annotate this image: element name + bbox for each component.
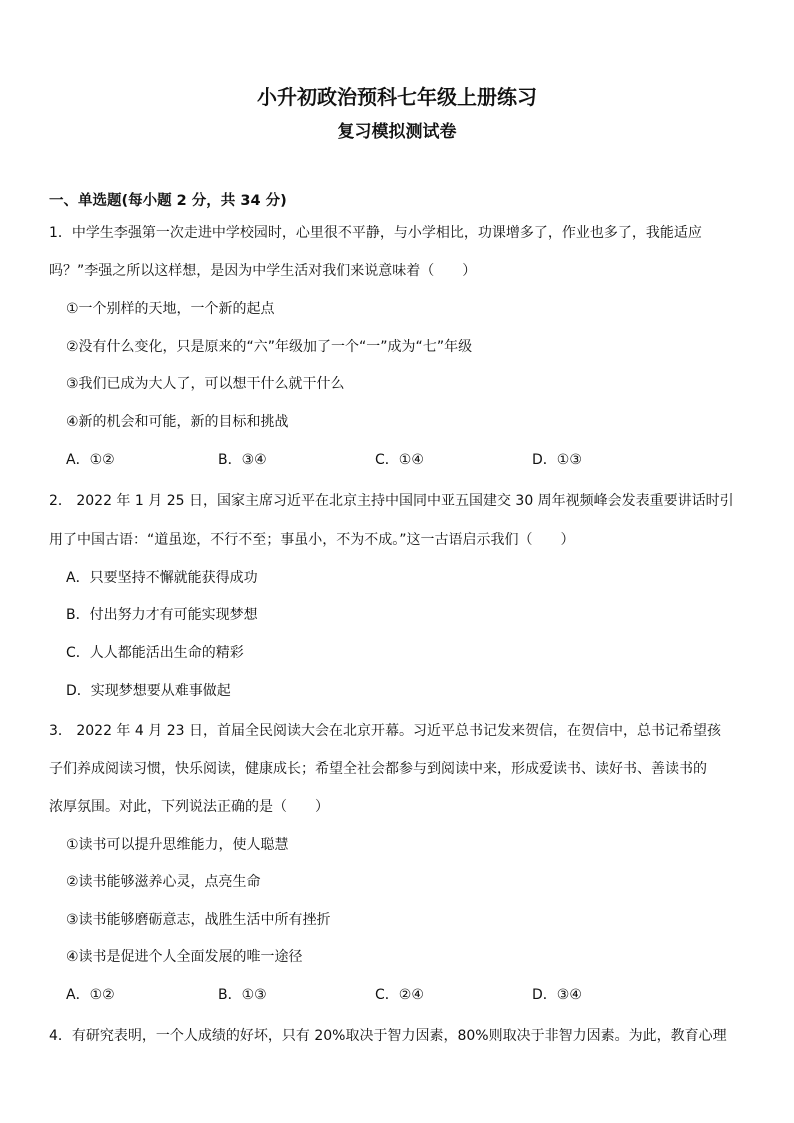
question-2-option-d[interactable]: D．实现梦想要从难事做起 — [66, 683, 231, 699]
question-2-stem-line-1: 2． 2022 年 1 月 25 日，国家主席习近平在北京主持中国同中亚五国建交 30 周年视频峰会发表重要讲话时引 — [49, 493, 734, 509]
question-1-statement-4: ④新的机会和可能，新的目标和挑战 — [66, 414, 289, 430]
question-2-option-b[interactable]: B．付出努力才有可能实现梦想 — [66, 607, 258, 623]
question-3-stem-line-3: 浓厚氛围。对此，下列说法正确的是（ ） — [49, 799, 329, 815]
question-1-stem-line-1: 1．中学生李强第一次走进中学校园时，心里很不平静，与小学相比，功课增多了，作业也多了，我能适应 — [49, 225, 702, 241]
question-4-stem-line-1: 4．有研究表明，一个人成绩的好坏，只有 20%取决于智力因素，80%则取决于非智力因素。为此，教育心理 — [49, 1028, 727, 1044]
question-1-statement-3: ③我们已成为大人了，可以想干什么就干什么 — [66, 376, 345, 392]
page-subtitle: 复习模拟测试卷 — [337, 122, 457, 142]
choice-b[interactable]: B．①③ — [218, 987, 267, 1003]
question-3-choices — [66, 985, 706, 1005]
choice-d[interactable]: D．①③ — [532, 452, 582, 468]
question-1-choices — [66, 450, 706, 470]
question-3-statement-2: ②读书能够滋养心灵，点亮生命 — [66, 874, 261, 890]
question-2-stem-line-2: 用了中国古语：“道虽迩，不行不至；事虽小，不为不成。”这一古语启示我们（ ） — [49, 532, 575, 548]
page-title: 小升初政治预科七年级上册练习 — [257, 85, 537, 109]
choice-a[interactable]: A．①② — [66, 452, 115, 468]
question-1-statement-2: ②没有什么变化，只是原来的“六”年级加了一个“一”成为“七”年级 — [66, 339, 473, 355]
question-3-statement-1: ①读书可以提升思维能力，使人聪慧 — [66, 837, 289, 853]
question-3-stem-line-1: 3． 2022 年 4 月 23 日，首届全民阅读大会在北京开幕。习近平总书记发来贺信，在贺信中，总书记希望孩 — [49, 723, 721, 739]
choice-a[interactable]: A．①② — [66, 987, 115, 1003]
choice-d[interactable]: D．③④ — [532, 987, 582, 1003]
question-3-statement-3: ③读书能够磨砺意志，战胜生活中所有挫折 — [66, 912, 331, 928]
question-3-statement-4: ④读书是促进个人全面发展的唯一途径 — [66, 949, 303, 965]
choice-b[interactable]: B．③④ — [218, 452, 267, 468]
choice-c[interactable]: C．①④ — [375, 452, 424, 468]
section-heading: 一、单选题(每小题 2 分，共 34 分) — [49, 193, 287, 209]
question-2-option-c[interactable]: C．人人都能活出生命的精彩 — [66, 645, 244, 661]
question-3-stem-line-2: 子们养成阅读习惯，快乐阅读，健康成长；希望全社会都参与到阅读中来，形成爱读书、读好书、善读书的 — [49, 761, 707, 777]
question-2-option-a[interactable]: A．只要坚持不懈就能获得成功 — [66, 570, 258, 586]
question-1-stem-line-2: 吗？”李强之所以这样想，是因为中学生活对我们来说意味着（ ） — [49, 263, 477, 279]
question-1-statement-1: ①一个别样的天地，一个新的起点 — [66, 301, 275, 317]
choice-c[interactable]: C．②④ — [375, 987, 424, 1003]
